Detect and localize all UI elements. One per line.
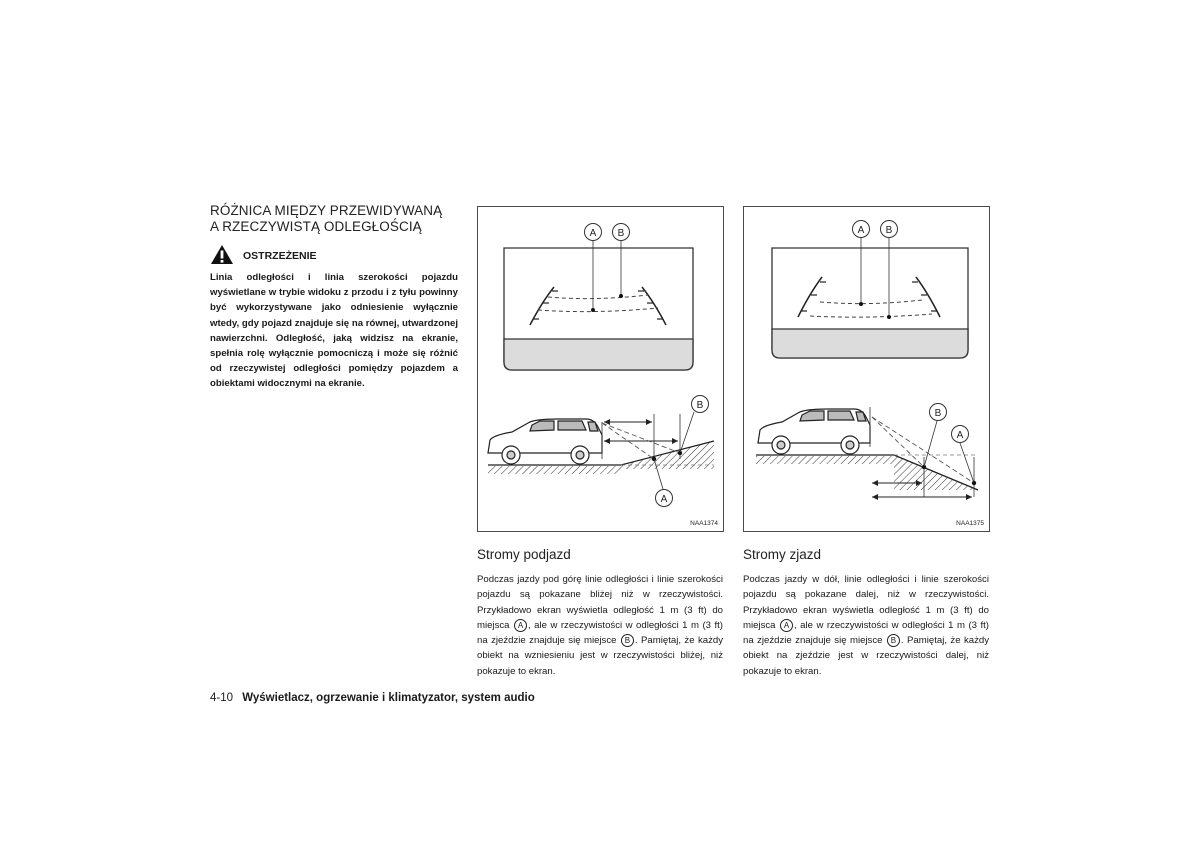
- downhill-text: [743, 572, 989, 679]
- uphill-side-view: [488, 412, 714, 489]
- uphill-diagram: [478, 207, 723, 531]
- marker-a-side: [952, 426, 969, 443]
- svg-text:B: B: [885, 225, 893, 236]
- chapter-title: Wyświetlacz, ogrzewanie i klimatyzator, system audio: [242, 692, 535, 704]
- downhill-text-part-1: Podczas jazdy w dół, linie odległości i linie szerokości pojazdu są pokazane dalej, niż w rzeczywistości. Przykładowo ekran wyświetla odległość 1 m (3 ft) do miejsca: [743, 574, 989, 631]
- warning-text: Linia odległości i linia szerokości pojazdu wyświetlane w trybie widoku z przodu i z tyłu powinny być wykorzystywane jako odniesienie wyłącznie wtedy, gdy pojazd znajduje się na równej, utwardzonej nawierzchni. Odległość, jaką widzisz na ekranie, spełnia rolę wyłącznie pomocniczą i może się różnić od rzeczywistej odległości pomiędzy pojazdem a obiektami widocznymi na ekranie.: [210, 272, 458, 390]
- figure-code: NAA1375: [956, 520, 984, 527]
- page-footer: [210, 692, 535, 704]
- svg-text:A: A: [660, 494, 668, 505]
- vehicle-icon: [758, 409, 870, 454]
- warning-label: OSTRZEŻENIE: [243, 249, 317, 262]
- marker-a-inline: A: [780, 619, 793, 632]
- downhill-side-view: [756, 407, 978, 500]
- figure-uphill: [477, 206, 724, 532]
- page-number: 4-10: [210, 692, 234, 704]
- section-title-line-2: A RZECZYWISTĄ ODLEGŁOŚCIĄ: [210, 219, 422, 234]
- uphill-text-part-3: . Pamiętaj, że każdy obiekt na wzniesieniu jest w rzeczywistości bliżej, niż pokazuje to ekran.: [477, 635, 724, 677]
- warning-header: [210, 243, 317, 265]
- warning-triangle-icon: [210, 244, 234, 265]
- uphill-text: [477, 572, 723, 679]
- marker-a-side: [656, 490, 673, 507]
- svg-text:B: B: [934, 408, 942, 419]
- downhill-title: Stromy zjazd: [743, 547, 822, 562]
- downhill-text-part-3: . Pamiętaj, że każdy obiekt na zjeździe jest w rzeczywistości dalej, niż pokazuje to ekran.: [743, 635, 990, 677]
- marker-b-inline: B: [621, 634, 634, 647]
- svg-text:A: A: [589, 228, 597, 239]
- svg-text:B: B: [617, 228, 625, 239]
- marker-b: [881, 221, 898, 238]
- marker-a-inline: A: [514, 619, 527, 632]
- figure-code: NAA1374: [690, 520, 718, 527]
- marker-b: [613, 224, 630, 241]
- downhill-diagram: [744, 207, 989, 531]
- marker-a: [585, 224, 602, 241]
- camera-screen: [772, 248, 968, 358]
- downhill-text-part-2: , ale w rzeczywistości w odległości 1 m (3 ft) na zjeździe znajduje się miejsce: [743, 619, 989, 647]
- uphill-title: Stromy podjazd: [477, 547, 571, 562]
- marker-a: [853, 221, 870, 238]
- svg-text:B: B: [696, 400, 704, 411]
- uphill-text-part-2: , ale w rzeczywistości w odległości 1 m (3 ft) na zjeździe znajduje się miejsce: [477, 619, 723, 647]
- camera-screen: [504, 248, 693, 370]
- uphill-text-part-1: Podczas jazdy pod górę linie odległości i linie szerokości pojazdu są pokazane bliżej niż w rzeczywistości. Przykładowo ekran wyświetla odległość 1 m (3 ft) do miejsca: [477, 574, 723, 631]
- figure-downhill: [743, 206, 990, 532]
- marker-b-inline: B: [887, 634, 900, 647]
- marker-b-side: [692, 396, 709, 413]
- svg-text:A: A: [857, 225, 865, 236]
- section-title-line-1: RÓŻNICA MIĘDZY PRZEWIDYWANĄ: [210, 203, 443, 218]
- marker-b-side: [930, 404, 947, 421]
- section-title: [210, 203, 470, 235]
- svg-text:A: A: [956, 430, 964, 441]
- vehicle-icon: [488, 419, 602, 464]
